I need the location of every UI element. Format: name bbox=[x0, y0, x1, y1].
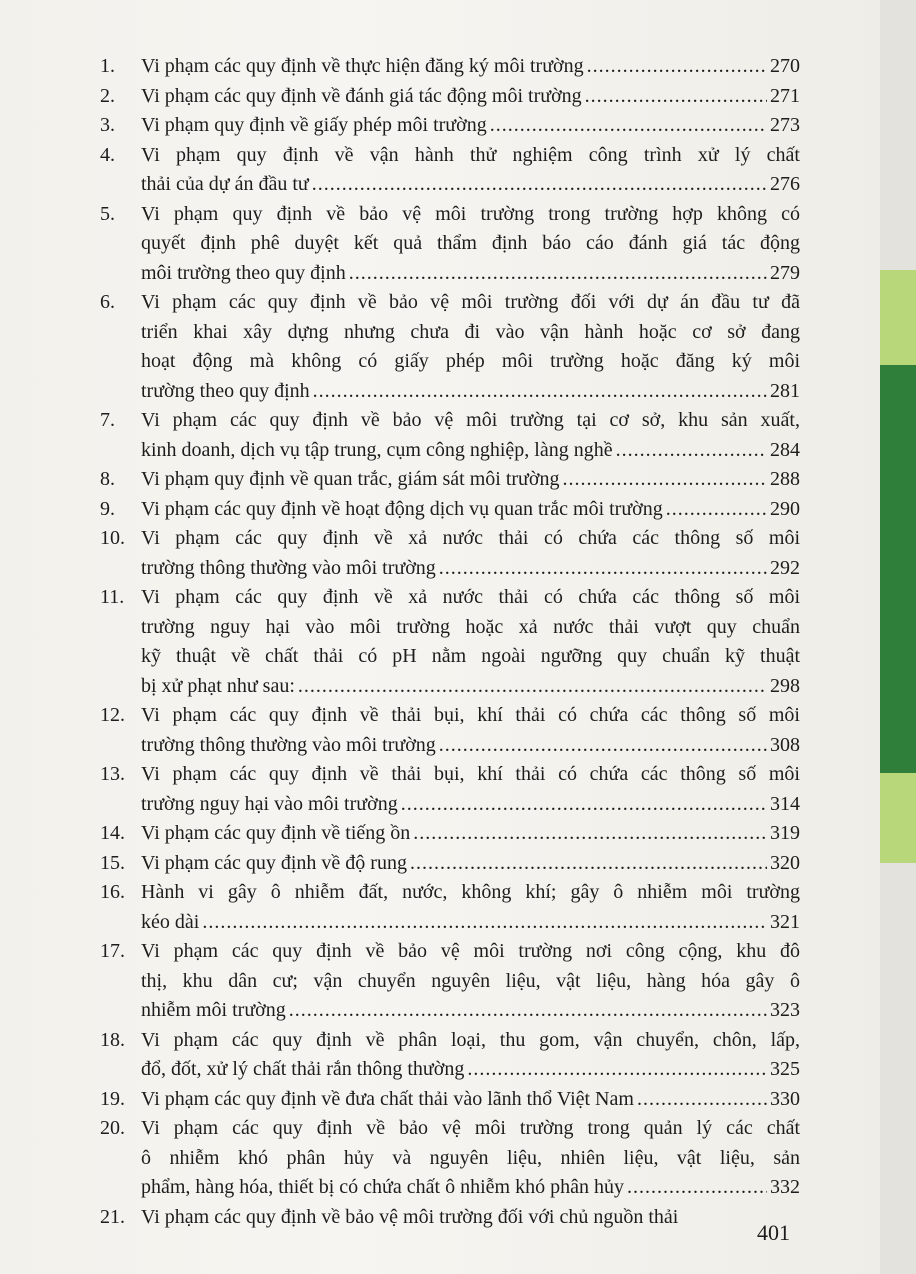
toc-leader-dots bbox=[289, 996, 767, 1026]
toc-leader-dots bbox=[439, 731, 767, 761]
table-of-contents bbox=[100, 52, 800, 1232]
toc-entry bbox=[100, 1026, 800, 1085]
toc-entry bbox=[100, 878, 800, 937]
toc-entry bbox=[100, 141, 800, 200]
toc-entry-number: 14. bbox=[100, 822, 125, 844]
toc-entry-number: 20. bbox=[100, 1117, 125, 1139]
toc-page-number: 298 bbox=[770, 674, 800, 697]
toc-entry-title-line: trường thông thường vào môi trường bbox=[141, 556, 436, 579]
toc-entry-number: 15. bbox=[100, 851, 125, 874]
toc-entry bbox=[100, 111, 800, 141]
toc-entry-number: 7. bbox=[100, 409, 115, 431]
toc-page-number: 323 bbox=[770, 999, 800, 1021]
toc-entry bbox=[100, 819, 800, 849]
toc-entry-number: 5. bbox=[100, 202, 115, 225]
toc-page-number: 284 bbox=[770, 438, 800, 461]
toc-entry-title-line: Vi phạm các quy định về phân loại, thu gom, vận chuyển, chôn, lấp, bbox=[141, 1028, 800, 1051]
toc-page-number: 270 bbox=[770, 55, 800, 77]
toc-entry-title-line: kinh doanh, dịch vụ tập trung, cụm công nghiệp, làng nghề bbox=[141, 438, 613, 461]
toc-entry-title-line: Vi phạm các quy định về thực hiện đăng ký môi trường bbox=[141, 55, 584, 77]
toc-entry-number: 4. bbox=[100, 143, 115, 166]
toc-entry-title-line: bị xử phạt như sau: bbox=[141, 674, 295, 697]
toc-entry-title-line: Vi phạm các quy định về thải bụi, khí thải có chứa các thông số môi bbox=[141, 763, 800, 785]
toc-entry-title-line: Vi phạm các quy định về tiếng ồn bbox=[141, 822, 411, 844]
toc-entry-title-line: trường nguy hại vào môi trường bbox=[141, 792, 398, 815]
toc-entry bbox=[100, 200, 800, 289]
toc-leader-dots bbox=[298, 672, 767, 702]
toc-entry-title-line: Vi phạm các quy định về đánh giá tác động môi trường bbox=[141, 84, 582, 107]
toc-entry-title-line: môi trường theo quy định bbox=[141, 261, 346, 284]
toc-entry-number: 16. bbox=[100, 881, 125, 903]
toc-entry-title-line: Vi phạm các quy định về hoạt động dịch vụ quan trắc môi trường bbox=[141, 497, 663, 520]
toc-entry-title-line: triển khai xây dựng nhưng chưa đi vào vận hành hoặc cơ sở đang bbox=[141, 320, 800, 343]
toc-entry-title-line: Vi phạm các quy định về xả nước thải có chứa các thông số môi bbox=[141, 527, 800, 549]
toc-leader-dots bbox=[401, 790, 767, 820]
toc-entry-title-line: kéo dài bbox=[141, 910, 200, 933]
toc-entry-title-line: trường theo quy định bbox=[141, 379, 310, 402]
toc-entry-title-line: Vi phạm quy định về giấy phép môi trường bbox=[141, 114, 487, 136]
toc-entry-number: 12. bbox=[100, 704, 125, 726]
toc-leader-dots bbox=[410, 849, 767, 879]
toc-leader-dots bbox=[413, 819, 767, 849]
toc-entry-title-line: thị, khu dân cư; vận chuyển nguyên liệu, vật liệu, hàng hóa gây ô bbox=[141, 969, 800, 992]
toc-entry-title-line: quyết định phê duyệt kết quả thẩm định báo cáo đánh giá tác động bbox=[141, 232, 800, 254]
toc-leader-dots bbox=[585, 82, 767, 112]
toc-entry bbox=[100, 82, 800, 112]
toc-page-number: 292 bbox=[770, 556, 800, 579]
toc-entry bbox=[100, 937, 800, 1026]
toc-entry-title-line: Vi phạm các quy định về bảo vệ môi trường nơi công cộng, khu đô bbox=[141, 940, 800, 962]
toc-entry-title-line: Vi phạm quy định về quan trắc, giám sát môi trường bbox=[141, 468, 560, 490]
toc-entry bbox=[100, 52, 800, 82]
toc-entry-title-line: Hành vi gây ô nhiễm đất, nước, không khí; gây ô nhiễm môi trường bbox=[141, 881, 800, 903]
toc-page-number: 314 bbox=[770, 792, 800, 815]
toc-entry-title-line: Vi phạm quy định về bảo vệ môi trường trong trường hợp không có bbox=[141, 202, 800, 225]
toc-page-number: 290 bbox=[770, 497, 800, 520]
cover-edge-band bbox=[880, 365, 916, 773]
toc-entry-title-line: Vi phạm các quy định về thải bụi, khí thải có chứa các thông số môi bbox=[141, 704, 800, 726]
toc-entry-title-line: trường nguy hại vào môi trường hoặc xả nước thải vượt quy chuẩn bbox=[141, 615, 800, 638]
toc-entry-number: 21. bbox=[100, 1205, 125, 1228]
toc-entry bbox=[100, 288, 800, 406]
toc-page-number: 325 bbox=[770, 1058, 800, 1080]
toc-entry-number: 3. bbox=[100, 114, 115, 136]
toc-entry-title-line: thải của dự án đầu tư bbox=[141, 173, 309, 195]
toc-page-number: 276 bbox=[770, 173, 800, 195]
toc-entry bbox=[100, 495, 800, 525]
toc-page-number: 321 bbox=[770, 910, 800, 933]
toc-entry-title-line: phẩm, hàng hóa, thiết bị có chứa chất ô nhiễm khó phân hủy bbox=[141, 1176, 624, 1198]
toc-leader-dots bbox=[467, 1055, 767, 1085]
toc-entry-title-line: kỹ thuật về chất thải có pH nằm ngoài ngưỡng quy chuẩn kỹ thuật bbox=[141, 645, 800, 667]
toc-entry-number: 1. bbox=[100, 55, 115, 77]
toc-entry-number: 9. bbox=[100, 497, 115, 520]
toc-leader-dots bbox=[587, 52, 767, 82]
toc-leader-dots bbox=[562, 465, 767, 495]
toc-page-number: 288 bbox=[770, 468, 800, 490]
toc-entry-number: 8. bbox=[100, 468, 115, 490]
toc-entry-title-line: Vi phạm các quy định về bảo vệ môi trường trong quản lý các chất bbox=[141, 1117, 800, 1139]
toc-entry-number: 10. bbox=[100, 527, 125, 549]
toc-entry-number: 19. bbox=[100, 1087, 125, 1110]
toc-page-number: 319 bbox=[770, 822, 800, 844]
toc-entry bbox=[100, 583, 800, 701]
toc-leader-dots bbox=[202, 908, 767, 938]
toc-entry-number: 6. bbox=[100, 291, 115, 313]
toc-entry-title-line: hoạt động mà không có giấy phép môi trường hoặc đăng ký môi bbox=[141, 350, 800, 372]
toc-entry-title-line: Vi phạm các quy định về độ rung bbox=[141, 851, 407, 874]
toc-page-number: 308 bbox=[770, 733, 800, 756]
toc-page-number: 273 bbox=[770, 114, 800, 136]
toc-entry bbox=[100, 1114, 800, 1203]
toc-page-number: 281 bbox=[770, 379, 800, 402]
toc-entry-title-line: Vi phạm các quy định về đưa chất thải vào lãnh thổ Việt Nam bbox=[141, 1087, 634, 1110]
toc-leader-dots bbox=[637, 1085, 767, 1115]
toc-entry-title-line: đổ, đốt, xử lý chất thải rắn thông thường bbox=[141, 1058, 465, 1080]
toc-entry-number: 2. bbox=[100, 84, 115, 107]
toc-entry-title-line: nhiễm môi trường bbox=[141, 999, 286, 1021]
toc-leader-dots bbox=[616, 436, 767, 466]
toc-entry-title-line: Vi phạm quy định về vận hành thử nghiệm công trình xử lý chất bbox=[141, 143, 800, 166]
toc-leader-dots bbox=[490, 111, 767, 141]
toc-entry-title-line: trường thông thường vào môi trường bbox=[141, 733, 436, 756]
toc-entry bbox=[100, 701, 800, 760]
toc-entry-title-line: Vi phạm các quy định về xả nước thải có chứa các thông số môi bbox=[141, 586, 800, 608]
cover-edge-band bbox=[880, 270, 916, 365]
toc-entry bbox=[100, 524, 800, 583]
toc-entry-title-line: ô nhiễm khó phân hủy và nguyên liệu, nhiên liệu, vật liệu, sản bbox=[141, 1146, 800, 1169]
toc-entry-number: 13. bbox=[100, 763, 125, 785]
toc-entry bbox=[100, 849, 800, 879]
toc-page-number: 271 bbox=[770, 84, 800, 107]
toc-entry bbox=[100, 760, 800, 819]
toc-leader-dots bbox=[666, 495, 767, 525]
toc-leader-dots bbox=[313, 377, 767, 407]
page-number: 401 bbox=[757, 1220, 790, 1245]
toc-entry-number: 11. bbox=[100, 586, 125, 608]
toc-entry-title-line: Vi phạm các quy định về bảo vệ môi trường đối với dự án đầu tư đã bbox=[141, 291, 800, 313]
cover-edge-band bbox=[880, 773, 916, 863]
toc-leader-dots bbox=[439, 554, 767, 584]
toc-entry-number: 18. bbox=[100, 1028, 125, 1051]
toc-entry bbox=[100, 1203, 800, 1233]
toc-entry-number: 17. bbox=[100, 940, 125, 962]
toc-page-number: 320 bbox=[770, 851, 800, 874]
toc-leader-dots bbox=[627, 1173, 767, 1203]
toc-entry bbox=[100, 465, 800, 495]
toc-entry bbox=[100, 406, 800, 465]
toc-page-number: 279 bbox=[770, 261, 800, 284]
toc-entry bbox=[100, 1085, 800, 1115]
toc-leader-dots bbox=[349, 259, 767, 289]
toc-page-number: 330 bbox=[770, 1087, 800, 1110]
toc-leader-dots bbox=[312, 170, 767, 200]
toc-page-number: 332 bbox=[770, 1176, 800, 1198]
toc-entry-title-line: Vi phạm các quy định về bảo vệ môi trường tại cơ sở, khu sản xuất, bbox=[141, 409, 800, 431]
toc-entry-title-line: Vi phạm các quy định về bảo vệ môi trường đối với chủ nguồn thải bbox=[141, 1205, 679, 1228]
